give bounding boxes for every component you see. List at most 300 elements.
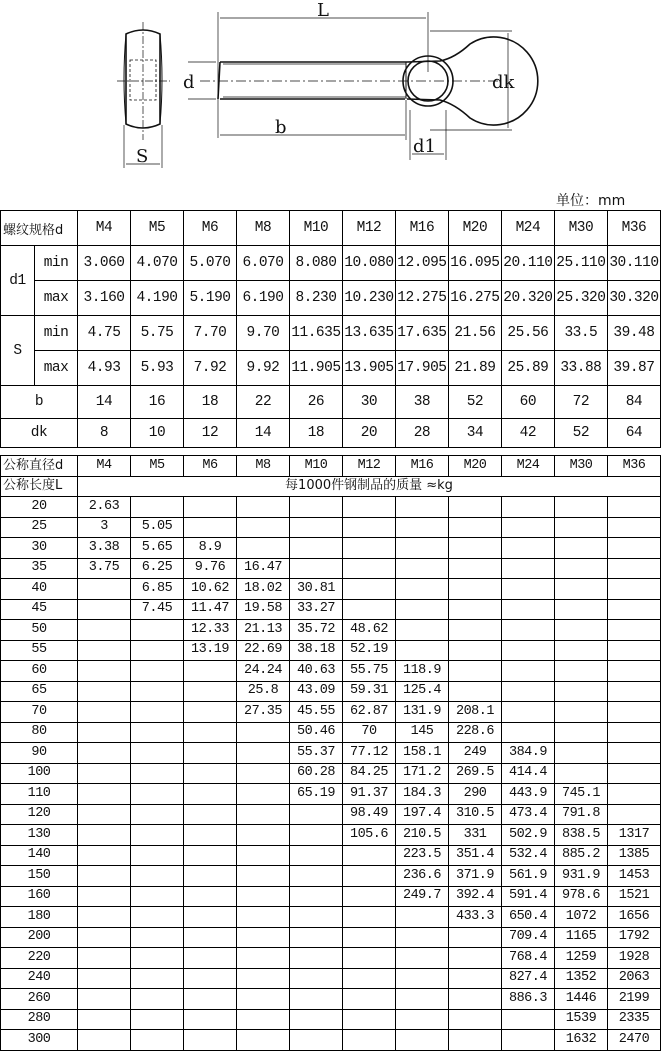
mass-cell: 10.62	[184, 579, 237, 600]
mass-cell	[343, 866, 396, 887]
row-group-b: b	[1, 386, 78, 419]
table-row	[1, 1009, 661, 1030]
value-cell: 4.070	[131, 246, 184, 281]
length-cell: 55	[1, 640, 78, 661]
mass-cell	[131, 1009, 184, 1030]
mass-cell: 502.9	[502, 825, 555, 846]
header-size-M16: M16	[396, 456, 449, 477]
row-group-s: S	[1, 316, 35, 386]
header-size-M24: M24	[501, 211, 554, 246]
mass-cell	[502, 1030, 555, 1051]
table-row	[1, 968, 661, 989]
length-cell: 220	[1, 948, 78, 969]
mass-cell	[290, 1009, 343, 1030]
mass-cell: 105.6	[343, 825, 396, 846]
mass-cell: 1446	[555, 989, 608, 1010]
mass-cell	[184, 743, 237, 764]
mass-cell	[290, 538, 343, 559]
mass-cell	[184, 661, 237, 682]
table-row	[1, 989, 661, 1010]
mass-table	[0, 455, 661, 1051]
mass-cell	[608, 804, 661, 825]
mass-cell	[396, 640, 449, 661]
mass-cell	[555, 743, 608, 764]
mass-cell	[184, 948, 237, 969]
mass-cell	[555, 538, 608, 559]
mass-cell: 1259	[555, 948, 608, 969]
mass-cell	[184, 1009, 237, 1030]
table-header-row	[1, 456, 661, 477]
mass-cell	[131, 907, 184, 928]
value-cell: 18	[183, 386, 236, 419]
table-header-row	[1, 211, 661, 246]
mass-cell	[343, 1030, 396, 1051]
mass-cell	[131, 948, 184, 969]
mass-cell	[78, 722, 131, 743]
mass-cell	[449, 989, 502, 1010]
mass-cell: 745.1	[555, 784, 608, 805]
mass-cell: 2063	[608, 968, 661, 989]
value-cell: 52	[554, 419, 607, 448]
mass-cell: 208.1	[449, 702, 502, 723]
value-cell: 18	[289, 419, 342, 448]
table-row	[1, 599, 661, 620]
mass-cell	[608, 763, 661, 784]
value-cell: 30	[342, 386, 395, 419]
table-row	[1, 579, 661, 600]
mass-cell	[131, 640, 184, 661]
mass-cell	[237, 1030, 290, 1051]
mass-cell: 1539	[555, 1009, 608, 1030]
header-size-M36: M36	[608, 456, 661, 477]
mass-cell: 561.9	[502, 866, 555, 887]
mass-cell	[237, 907, 290, 928]
mass-cell	[396, 558, 449, 579]
mass-cell	[237, 497, 290, 518]
mass-cell	[237, 845, 290, 866]
mass-cell	[396, 538, 449, 559]
mass-cell: 3	[78, 517, 131, 538]
mass-cell	[184, 763, 237, 784]
mass-cell: 978.6	[555, 886, 608, 907]
mass-cell: 5.65	[131, 538, 184, 559]
mass-cell	[131, 866, 184, 887]
mass-cell	[290, 948, 343, 969]
mass-cell: 1521	[608, 886, 661, 907]
label-S: S	[136, 146, 149, 167]
length-cell: 45	[1, 599, 78, 620]
value-cell: 64	[607, 419, 660, 448]
mass-cell	[396, 517, 449, 538]
value-cell: 11.635	[289, 316, 342, 351]
table-row	[1, 845, 661, 866]
mass-cell	[290, 968, 343, 989]
mass-cell	[131, 702, 184, 723]
length-cell: 20	[1, 497, 78, 518]
mass-cell: 768.4	[502, 948, 555, 969]
label-dk: dk	[492, 72, 515, 93]
value-cell: 39.48	[607, 316, 660, 351]
mass-cell: 3.38	[78, 538, 131, 559]
mass-cell: 131.9	[396, 702, 449, 723]
mass-cell	[131, 743, 184, 764]
mass-cell: 77.12	[343, 743, 396, 764]
mass-cell	[449, 1009, 502, 1030]
mass-cell	[78, 640, 131, 661]
mass-cell: 269.5	[449, 763, 502, 784]
mass-cell: 223.5	[396, 845, 449, 866]
value-cell: 30.320	[607, 281, 660, 316]
mass-cell	[78, 702, 131, 723]
header-size-M6: M6	[184, 456, 237, 477]
table-row-d1-max	[1, 281, 661, 316]
mass-cell: 125.4	[396, 681, 449, 702]
mass-cell: 70	[343, 722, 396, 743]
table-row	[1, 517, 661, 538]
header-size-M6: M6	[183, 211, 236, 246]
mass-cell	[131, 804, 184, 825]
mass-cell: 249	[449, 743, 502, 764]
mass-cell	[78, 989, 131, 1010]
mass-cell: 171.2	[396, 763, 449, 784]
mass-cell	[184, 681, 237, 702]
mass-cell: 1385	[608, 845, 661, 866]
mass-cell: 931.9	[555, 866, 608, 887]
value-cell: 20.110	[501, 246, 554, 281]
mass-cell	[290, 497, 343, 518]
header-size-M4: M4	[78, 211, 131, 246]
header-size-M12: M12	[342, 211, 395, 246]
value-cell: 10.080	[342, 246, 395, 281]
mass-cell: 84.25	[343, 763, 396, 784]
mass-cell	[184, 825, 237, 846]
table-row	[1, 804, 661, 825]
mass-cell	[343, 948, 396, 969]
table-row	[1, 907, 661, 928]
mass-cell	[184, 989, 237, 1010]
mass-cell	[290, 989, 343, 1010]
value-cell: 25.56	[501, 316, 554, 351]
mass-cell: 55.37	[290, 743, 343, 764]
mass-cell: 52.19	[343, 640, 396, 661]
mass-cell	[131, 927, 184, 948]
mass-cell: 414.4	[502, 763, 555, 784]
value-cell: 8	[78, 419, 131, 448]
mass-cell	[449, 681, 502, 702]
value-cell: 5.190	[183, 281, 236, 316]
mass-cell	[343, 968, 396, 989]
table-row	[1, 497, 661, 518]
mass-cell	[449, 640, 502, 661]
mass-cell: 433.3	[449, 907, 502, 928]
mass-cell	[449, 948, 502, 969]
mass-cell: 24.24	[237, 661, 290, 682]
table-row	[1, 763, 661, 784]
mass-cell	[78, 743, 131, 764]
mass-cell	[396, 1009, 449, 1030]
value-cell: 25.320	[554, 281, 607, 316]
mass-cell	[555, 599, 608, 620]
mass-cell: 384.9	[502, 743, 555, 764]
mass-cell	[502, 599, 555, 620]
value-cell: 12	[183, 419, 236, 448]
value-cell: 20.320	[501, 281, 554, 316]
length-cell: 140	[1, 845, 78, 866]
table-row-d1-min	[1, 246, 661, 281]
mass-cell	[78, 948, 131, 969]
length-cell: 150	[1, 866, 78, 887]
mass-cell	[290, 886, 343, 907]
length-cell: 35	[1, 558, 78, 579]
mass-cell	[608, 517, 661, 538]
mass-cell	[237, 538, 290, 559]
mass-cell	[131, 661, 184, 682]
mass-cell	[343, 517, 396, 538]
value-cell: 9.70	[236, 316, 289, 351]
mass-cell	[290, 558, 343, 579]
header-size-M5: M5	[131, 456, 184, 477]
table-row	[1, 640, 661, 661]
header-size-M10: M10	[290, 456, 343, 477]
mass-cell: 45.55	[290, 702, 343, 723]
mass-cell	[502, 620, 555, 641]
mass-cell	[237, 989, 290, 1010]
mass-cell: 6.85	[131, 579, 184, 600]
mass-cell: 98.49	[343, 804, 396, 825]
mass-cell	[502, 722, 555, 743]
length-cell: 100	[1, 763, 78, 784]
mass-cell: 650.4	[502, 907, 555, 928]
value-cell: 22	[236, 386, 289, 419]
mass-cell	[184, 866, 237, 887]
mass-cell	[290, 927, 343, 948]
value-cell: 5.75	[131, 316, 184, 351]
mass-cell: 1453	[608, 866, 661, 887]
mass-cell	[184, 886, 237, 907]
mass-cell	[608, 743, 661, 764]
mass-cell: 210.5	[396, 825, 449, 846]
mass-cell: 236.6	[396, 866, 449, 887]
mass-cell	[608, 722, 661, 743]
mass-cell	[608, 681, 661, 702]
mass-cell	[343, 538, 396, 559]
mass-cell: 16.47	[237, 558, 290, 579]
mass-cell	[184, 497, 237, 518]
dimension-table	[0, 210, 661, 448]
value-cell: 16.095	[448, 246, 501, 281]
mass-cell: 184.3	[396, 784, 449, 805]
mass-cell: 62.87	[343, 702, 396, 723]
mass-cell	[78, 1030, 131, 1051]
header-size-M5: M5	[131, 211, 184, 246]
mass-cell	[555, 702, 608, 723]
table-row	[1, 948, 661, 969]
value-cell: 25.89	[501, 351, 554, 386]
mass-cell: 6.25	[131, 558, 184, 579]
mass-cell: 27.35	[237, 702, 290, 723]
table-row-s-min	[1, 316, 661, 351]
mass-cell	[608, 661, 661, 682]
mass-cell: 7.45	[131, 599, 184, 620]
mass-cell	[449, 599, 502, 620]
length-cell: 280	[1, 1009, 78, 1030]
mass-cell: 2470	[608, 1030, 661, 1051]
mass-cell: 50.46	[290, 722, 343, 743]
mass-cell: 791.8	[555, 804, 608, 825]
mass-cell	[237, 804, 290, 825]
mass-cell	[290, 1030, 343, 1051]
value-cell: 84	[607, 386, 660, 419]
mass-cell	[502, 517, 555, 538]
mass-cell: 18.02	[237, 579, 290, 600]
header-size-M8: M8	[237, 456, 290, 477]
value-cell: 5.070	[183, 246, 236, 281]
mass-cell	[290, 866, 343, 887]
mass-cell	[237, 722, 290, 743]
mass-cell	[78, 620, 131, 641]
table-row	[1, 661, 661, 682]
value-cell: 5.93	[131, 351, 184, 386]
mass-cell	[237, 886, 290, 907]
value-cell: 21.56	[448, 316, 501, 351]
length-cell: 65	[1, 681, 78, 702]
mass-cell	[131, 825, 184, 846]
mass-cell	[449, 538, 502, 559]
value-cell: 13.905	[342, 351, 395, 386]
mass-cell	[131, 722, 184, 743]
mass-cell: 118.9	[396, 661, 449, 682]
mass-cell: 351.4	[449, 845, 502, 866]
mass-cell	[449, 968, 502, 989]
mass-cell	[608, 599, 661, 620]
header-thread-size: 螺纹规格d	[1, 211, 78, 246]
table-row	[1, 866, 661, 887]
row-group-d1: d1	[1, 246, 35, 316]
mass-cell: 11.47	[184, 599, 237, 620]
table-row	[1, 722, 661, 743]
header-size-M30: M30	[555, 456, 608, 477]
mass-cell: 8.9	[184, 538, 237, 559]
value-cell: 28	[395, 419, 448, 448]
mass-cell: 371.9	[449, 866, 502, 887]
mass-cell	[396, 927, 449, 948]
mass-cell	[396, 620, 449, 641]
table-row	[1, 620, 661, 641]
shank-outline	[218, 62, 407, 99]
length-cell: 120	[1, 804, 78, 825]
mass-cell	[555, 620, 608, 641]
value-cell: 33.5	[554, 316, 607, 351]
mass-cell	[78, 968, 131, 989]
mass-cell	[237, 743, 290, 764]
mass-cell: 886.3	[502, 989, 555, 1010]
mass-cell: 1632	[555, 1030, 608, 1051]
mass-cell	[131, 968, 184, 989]
mass-cell	[343, 886, 396, 907]
length-cell: 50	[1, 620, 78, 641]
mass-cell	[78, 681, 131, 702]
mass-cell	[78, 825, 131, 846]
mass-cell	[449, 1030, 502, 1051]
mass-cell: 1656	[608, 907, 661, 928]
label-L: L	[317, 0, 329, 21]
unit-label: 单位：mm	[556, 193, 626, 209]
table-row	[1, 743, 661, 764]
mass-cell: 60.28	[290, 763, 343, 784]
mass-cell	[502, 579, 555, 600]
mass-cell	[396, 1030, 449, 1051]
mass-cell	[396, 989, 449, 1010]
mass-cell	[502, 497, 555, 518]
length-cell: 80	[1, 722, 78, 743]
value-cell: 11.905	[289, 351, 342, 386]
table-row-b	[1, 386, 661, 419]
mass-cell	[608, 579, 661, 600]
mass-cell: 709.4	[502, 927, 555, 948]
label-d: d	[183, 72, 195, 93]
length-cell: 260	[1, 989, 78, 1010]
mass-cell: 59.31	[343, 681, 396, 702]
value-cell: 14	[236, 419, 289, 448]
value-cell: 8.080	[289, 246, 342, 281]
row-sub-max: max	[35, 351, 78, 386]
mass-cell	[396, 579, 449, 600]
mass-cell: 40.63	[290, 661, 343, 682]
mass-cell	[449, 517, 502, 538]
mass-cell: 2335	[608, 1009, 661, 1030]
table-row	[1, 825, 661, 846]
mass-cell	[343, 845, 396, 866]
mass-cell	[502, 538, 555, 559]
mass-cell: 249.7	[396, 886, 449, 907]
mass-cell: 838.5	[555, 825, 608, 846]
mass-cell	[396, 968, 449, 989]
mass-cell	[555, 517, 608, 538]
mass-cell	[608, 538, 661, 559]
mass-cell: 1317	[608, 825, 661, 846]
table-subheader-row	[1, 476, 661, 497]
mass-cell	[502, 702, 555, 723]
value-cell: 16.275	[448, 281, 501, 316]
mass-cell	[78, 579, 131, 600]
value-cell: 4.190	[131, 281, 184, 316]
mass-cell	[502, 661, 555, 682]
mass-cell	[237, 763, 290, 784]
mass-cell	[78, 886, 131, 907]
mass-cell	[555, 681, 608, 702]
header-size-M30: M30	[554, 211, 607, 246]
mass-cell	[449, 579, 502, 600]
header-size-M16: M16	[395, 211, 448, 246]
mass-cell	[78, 661, 131, 682]
header-nominal-length: 公称长度L	[1, 476, 78, 497]
mass-cell	[343, 599, 396, 620]
mass-cell	[343, 1009, 396, 1030]
mass-cell: 12.33	[184, 620, 237, 641]
value-cell: 7.70	[183, 316, 236, 351]
length-cell: 30	[1, 538, 78, 559]
mass-cell	[131, 886, 184, 907]
value-cell: 34	[448, 419, 501, 448]
mass-cell	[396, 948, 449, 969]
mass-cell: 33.27	[290, 599, 343, 620]
table-row	[1, 784, 661, 805]
mass-cell: 290	[449, 784, 502, 805]
length-cell: 300	[1, 1030, 78, 1051]
length-cell: 60	[1, 661, 78, 682]
header-size-M8: M8	[236, 211, 289, 246]
mass-cell	[502, 1009, 555, 1030]
